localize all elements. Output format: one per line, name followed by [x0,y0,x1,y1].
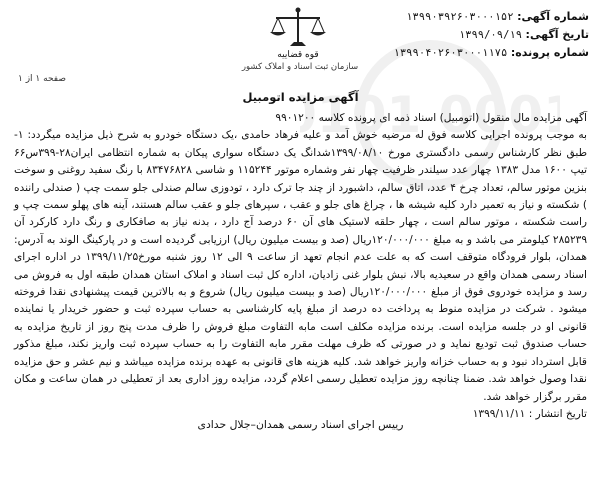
ad-date-row [339,26,589,44]
ad-number-label: شماره آگهی: [517,10,589,23]
watermark-text: 101 000 [316,86,544,144]
file-number-row [339,44,589,62]
body-paragraph-intro: آگهی مزایده مال منقول (اتومبیل) اسناد ذمه ای پرونده کلاسه ۹۹۰۱۲۰۰ [275,112,587,124]
page-number: صفحه ۱ از ۱ [18,74,66,84]
body-paragraph-main: به موجب پرونده اجرایی کلاسه فوق له مرضیه خوش آمد و علیه فرهاد حامدی ،یک دستگاه خودرو به شرح ذیل مزایده میگردد: ۱- طبق نظر کارشناس رسمی دادگستری مورخ ۱۳۹۹/۰۸/۱۰شدانگ یک دستگاه سواری پیکان به شماره انتظامی ایران۲۸-۳۹۹س۶۶ تیپ ۱۶۰۰ مدل ۱۳۸۳ چهار عدد سیلندر ظرفیت چهار نفر وشماره موتور ۱۱۵۲۴۴ و شاسی ۸۳۴۷۶۸۲۸ با رنگ سفید روغنی و سوخت بنزین موتور سالم، تعداد چرخ ۴ عدد، اتاق سالم، داشبورد از چند جا ترک دارد ، تودوزی سالم صندلی جلو سمت چپ ( صندلی راننده ) شکسته و نیاز به تعمیر دارد کلیه شیشه ها ، چراغ های جلو و عقب ، سپرهای جلو و عقب سالم هستند، آینه های پهلو سمت چپ و راست شکسته ، موتور سالم است ، چهار حلقه لاستیک های آن ۶۰ درصد آج دارد ، بدنه نیاز به صافکاری و رنگ دارد کارکرد آن ۲۸۵۲۳۹ کیلومتر می باشد و به مبلغ ۱۲۰/۰۰۰/۰۰۰ریال (صد و بیست میلیون ریال) ارزیابی گردیده است و در پارکینگ الوند به آدرس: همدان، بلوار فرودگاه متوقف است که به علت عدم انجام تعهد از ساعت ۹ الی ۱۲ روز شنبه مورخ۱۳۹۹/۱۱/۲۵ در اداره اجرای اسناد رسمی همدان واقع در سعیدیه بالا، نبش بلوار غنی زادیان، اداره کل ثبت اسناد و املاک استان همدان طبقه اول به فروش می رسد و مزایده خودروی فوق از مبلغ ۱۲۰/۰۰۰/۰۰۰ریال (صد و بیست میلیون ریال) شروع و به بالاترین قیمت پیشنهادی نقدا فروخته میشود . شرکت در مزایده منوط به پرداخت ده درصد از مبلغ پایه کارشناسی به حساب سپرده ثبت و حضور خریدار یا نماینده قانونی او در جلسه مزایده است. برنده مزایده مکلف است مابه التفاوت مبلغ فروش را ظرف مدت پنج روز از تاریخ مزایده به حساب صندوق ثبت تودیع نماید و در صورتی که ظرف مهلت مقرر مابه التفاوت را به حساب سپرده ثبت واریز نکند، مبلغ مذکور قابل استرداد نبود و به حساب خزانه واریز خواهد شد. کلیه هزینه های قانونی به عهده برنده مزایده میباشد و نیم عشر و حق مزایده نقدا وصول خواهد شد. ضمنا چنانچه روز مزایده تعطیل رسمی اعلام گردد، مزایده روز اداری بعد از تعطیلی در همان ساعت و مکان مقرر برگزار خواهد شد. [14,129,588,403]
ad-date-value: ۱۳۹۹/۰۹/۱۹ [458,29,523,41]
ad-date-label: تاریخ آگهی: [525,28,589,41]
ad-number-row [339,8,589,26]
file-number-label: شماره پرونده: [510,46,589,59]
document-body [14,110,587,423]
ad-meta-block [339,8,589,62]
org-name-registry: سازمان ثبت اسناد و املاک کشور [241,62,359,72]
document-title: آگهی مزایده اتومبیل [242,90,359,104]
ad-number-value: ۱۳۹۹۰۳۹۲۶۰۳۰۰۰۱۵۲ [406,11,514,23]
signature-line: رییس اجرای اسناد رسمی همدان–جلال حدادی [197,418,404,431]
org-name-judiciary: قوه قضاییه [277,50,319,60]
file-number-value: ۱۳۹۹۰۴۰۲۶۰۳۰۰۰۱۱۷۵ [393,47,508,59]
publish-date: تاریخ انتشار : ۱۳۹۹/۱۱/۱۱ [472,407,587,420]
